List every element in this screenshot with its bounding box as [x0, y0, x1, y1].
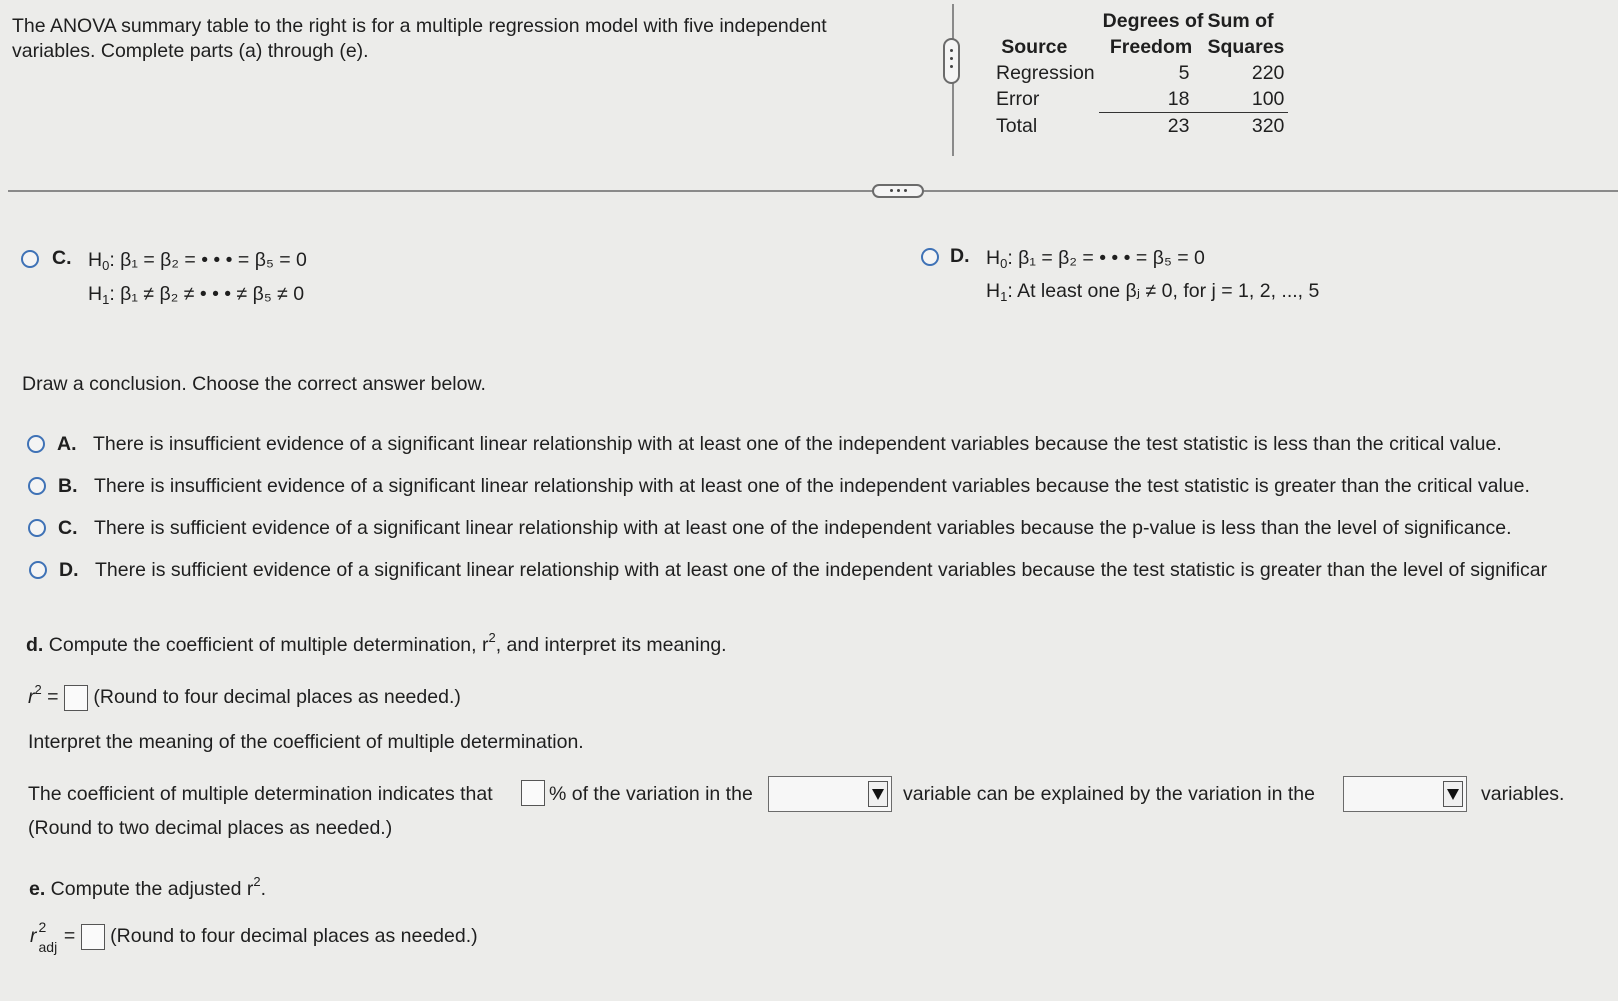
row-ss: 320: [1251, 115, 1285, 137]
variable-type-dropdown-2[interactable]: [1343, 776, 1467, 812]
conclusion-option-a[interactable]: There is insufficient evidence of a significant linear relationship with at least one of the independent variables because the test statistic is less than the critical value.: [93, 433, 1502, 455]
radj-hint: (Round to four decimal places as needed.): [110, 925, 478, 948]
option-letter: D.: [59, 559, 79, 581]
dropdown-arrow-icon: [1443, 781, 1463, 807]
conclusion-option-c[interactable]: There is sufficient evidence of a significant linear relationship with at least one of the independent variables because the p-value is less than the level of significance.: [94, 517, 1512, 539]
source-header: Source: [1001, 36, 1068, 58]
hypothesis-c-h0: $H_0$: β₁ = β₂ = • • • = β₅ = 0: [88, 249, 307, 273]
option-letter: A.: [57, 433, 77, 455]
row-df: 5: [1178, 62, 1190, 84]
horizontal-divider: [8, 190, 1618, 192]
r2-input[interactable]: [64, 685, 88, 711]
conclusion-option-d[interactable]: There is sufficient evidence of a significant linear relationship with at least one of the independent variables because the test statistic is greater than the level of significar: [95, 559, 1548, 581]
option-letter: D.: [950, 245, 970, 267]
radio-conclusion-b[interactable]: [28, 477, 46, 495]
horizontal-resize-handle[interactable]: [872, 184, 924, 198]
drag-dots-icon: [888, 189, 909, 207]
row-df: 23: [1167, 115, 1190, 137]
part-e-question: e. Compute the adjusted $r^2$.: [29, 874, 267, 900]
option-letter: B.: [58, 475, 78, 497]
df-header-2: Freedom: [1109, 36, 1193, 58]
drag-dots-icon: [950, 49, 954, 73]
radj-scripts: 2 adj: [38, 919, 58, 955]
r2-row: $r^2$ = (Round to four decimal places as needed.): [28, 678, 461, 711]
part-d-question: d. Compute the coefficient of multiple determination, $r^2$, and interpret its meaning.: [26, 630, 727, 656]
interpret-prompt: Interpret the meaning of the coefficient of multiple determination.: [28, 731, 584, 753]
radio-conclusion-d[interactable]: [29, 561, 47, 579]
dropdown-arrow-icon: [868, 781, 888, 807]
df-header-1: Degrees of: [1102, 10, 1204, 32]
interpret-sentence-d: variables.: [1481, 783, 1565, 805]
radio-hypothesis-d[interactable]: [921, 248, 939, 266]
row-ss: 100: [1203, 86, 1288, 113]
hypothesis-d-h1: $H_1$: At least one βⱼ ≠ 0, for j = 1, 2, ..., 5: [986, 280, 1320, 304]
option-letter: C.: [58, 517, 78, 539]
table-row: [992, 60, 1288, 86]
row-source: Total: [996, 114, 1038, 137]
variable-type-dropdown-1[interactable]: [768, 776, 892, 812]
radio-conclusion-a[interactable]: [27, 435, 45, 453]
round-hint: (Round to two decimal places as needed.): [28, 817, 393, 839]
ss-header-2: Squares: [1207, 36, 1285, 58]
radio-conclusion-c[interactable]: [28, 519, 46, 537]
row-source: Error: [996, 88, 1040, 111]
conclusion-option-b[interactable]: There is insufficient evidence of a significant linear relationship with at least one of the independent variables because the test statistic is greater than the critical value.: [94, 475, 1530, 497]
table-row: [992, 86, 1288, 113]
interpret-sentence-b: % of the variation in the: [549, 783, 753, 805]
radj-row: r 2 adj = (Round to four decimal places as needed.): [30, 919, 478, 955]
vertical-resize-handle[interactable]: [943, 38, 960, 84]
radj-input[interactable]: [81, 924, 105, 950]
row-ss: 220: [1251, 62, 1285, 84]
conclusion-prompt: Draw a conclusion. Choose the correct answer below.: [22, 373, 486, 395]
hypothesis-c-h1: $H_1$: β₁ ≠ β₂ ≠ • • • ≠ β₅ ≠ 0: [88, 283, 305, 307]
percent-input[interactable]: [521, 780, 545, 806]
option-letter: C.: [52, 247, 72, 269]
row-df: 18: [1099, 86, 1204, 113]
r2-hint: (Round to four decimal places as needed.): [93, 686, 461, 708]
row-source: Regression: [996, 62, 1095, 84]
interpret-sentence-c: variable can be explained by the variation in the: [903, 783, 1315, 805]
interpret-sentence-a: The coefficient of multiple determination indicates that: [28, 783, 493, 805]
anova-table: [992, 8, 1288, 139]
radio-hypothesis-c[interactable]: [21, 250, 39, 268]
hypothesis-d-h0: $H_0$: β₁ = β₂ = • • • = β₅ = 0: [986, 247, 1205, 271]
table-row: [992, 113, 1288, 140]
intro-text: The ANOVA summary table to the right is for a multiple regression model with five independent variables. Complete parts (a) through (e).: [12, 15, 827, 62]
ss-header-1: Sum of: [1207, 10, 1274, 32]
